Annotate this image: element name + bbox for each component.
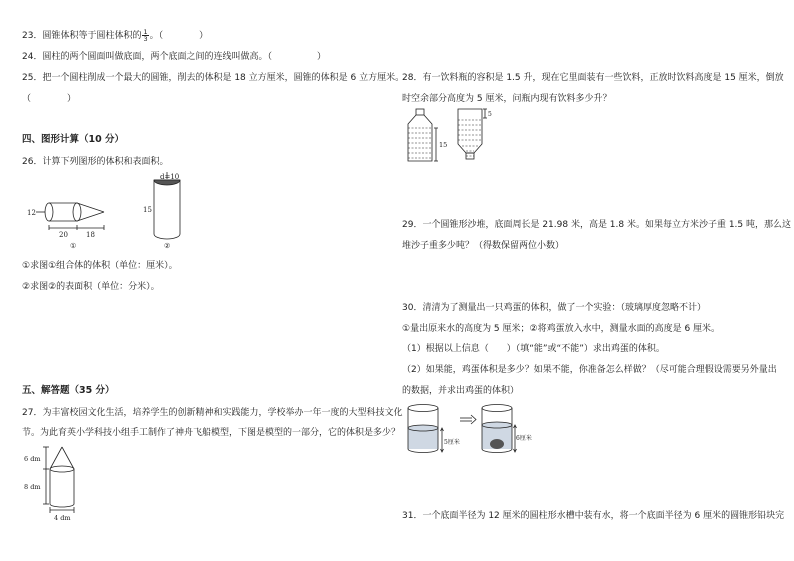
question-30-line5: 的数据，并求出鸡蛋的体积） — [402, 386, 520, 396]
fig1-cylinder-length-label: 20 — [59, 231, 68, 239]
egg-icon — [490, 439, 504, 449]
question-27-line1: 27．为丰富校园文化生活，培养学生的创新精神和实践能力，学校举办一年一度的大型科技文化 — [22, 408, 403, 418]
question-29-line1: 29．一个圆锥形沙堆，底面周长是 21.98 米，高是 1.8 米。如果每立方米沙子重 1.5 吨，那么这 — [402, 220, 792, 230]
arrow-icon — [460, 415, 476, 424]
rocket-width-label: 4 dm — [54, 514, 71, 522]
figure-half-cylinder — [134, 170, 204, 252]
figure-bottles — [402, 106, 512, 164]
bottle-upright-height-label: 15 — [439, 141, 448, 149]
question-30-line4: （2）如果能，鸡蛋体积是多少？如果不能，你准备怎么样做？（尽可能合理假设需要另外量出 — [402, 365, 777, 375]
fig2-height-label: 15 — [143, 206, 152, 214]
section-5-title: 五、解答题（35 分） — [22, 385, 115, 396]
figure-cylinder-cone — [22, 192, 132, 252]
question-26-title: 26．计算下列图形的体积和表面积。 — [22, 157, 169, 167]
question-28-line2: 时空余部分高度为 5 厘米，问瓶内现有饮料多少升？ — [402, 94, 612, 104]
question-25-line1: 25．把一个圆柱削成一个最大的圆锥，削去的体积是 18 立方厘米，圆锥的体积是 6 立方厘米。 — [22, 73, 405, 83]
rocket-cone-height-label: 6 dm — [24, 455, 41, 463]
beaker2-water-height-label: 6厘米 — [516, 435, 532, 442]
question-30-line1: 30．清清为了测量出一只鸡蛋的体积，做了一个实验：（玻璃厚度忽略不计） — [402, 303, 706, 313]
question-27-line2: 节。为此育英小学科技小组手工制作了神舟飞船模型，下图是模型的一部分，它的体积是多少？ — [22, 428, 401, 438]
rocket-cylinder-height-label: 8 dm — [24, 483, 41, 491]
question-26-sub2: ②求图②的表面积（单位：分米）。 — [22, 282, 160, 292]
fig1-cone-length-label: 18 — [86, 231, 95, 239]
question-26-sub1: ①求图①组合体的体积（单位：厘米）。 — [22, 261, 178, 271]
question-28-line1: 28．有一饮料瓶的容积是 1.5 升，现在它里面装有一些饮料，正放时饮料高度是 15 厘米，倒放 — [402, 73, 784, 83]
beaker1-water-height-label: 5厘米 — [444, 439, 460, 446]
bottle-inverted-gap-label: 5 — [488, 111, 492, 118]
section-4-title: 四、图形计算（10 分） — [22, 134, 125, 145]
question-23: 23．圆锥体积等于圆柱体积的 $\frac{1}{3}$ 。（ ） — [22, 28, 209, 43]
figure-egg-experiment — [402, 400, 532, 460]
fig1-height-label: 12 — [27, 209, 36, 217]
question-30-line2: ①量出原来水的高度为 5 厘米；②将鸡蛋放入水中，测量水面的高度是 6 厘米。 — [402, 324, 721, 334]
question-29-line2: 堆沙子重多少吨？（得数保留两位小数） — [402, 241, 565, 251]
question-24: 24．圆柱的两个圆面叫做底面，两个底面之间的连线叫做高。（ ） — [22, 52, 326, 62]
fig1-number-label: ① — [70, 242, 77, 250]
question-25-line2: （ ） — [22, 94, 77, 104]
fraction-one-third: $\frac{1}{3}$ — [143, 28, 148, 43]
question-31-line1: 31．一个底面半径为 12 厘米的圆柱形水槽中装有水，将一个底面半径为 6 厘米的圆锥形铅块完 — [402, 511, 785, 521]
fig2-diameter-label: d=10 — [160, 173, 180, 181]
figure-rocket-model — [22, 444, 102, 522]
question-30-line3: （1）根据以上信息（ ）（填“能”或“不能”）求出鸡蛋的体积。 — [402, 344, 665, 354]
fig2-number-label: ② — [164, 242, 171, 250]
